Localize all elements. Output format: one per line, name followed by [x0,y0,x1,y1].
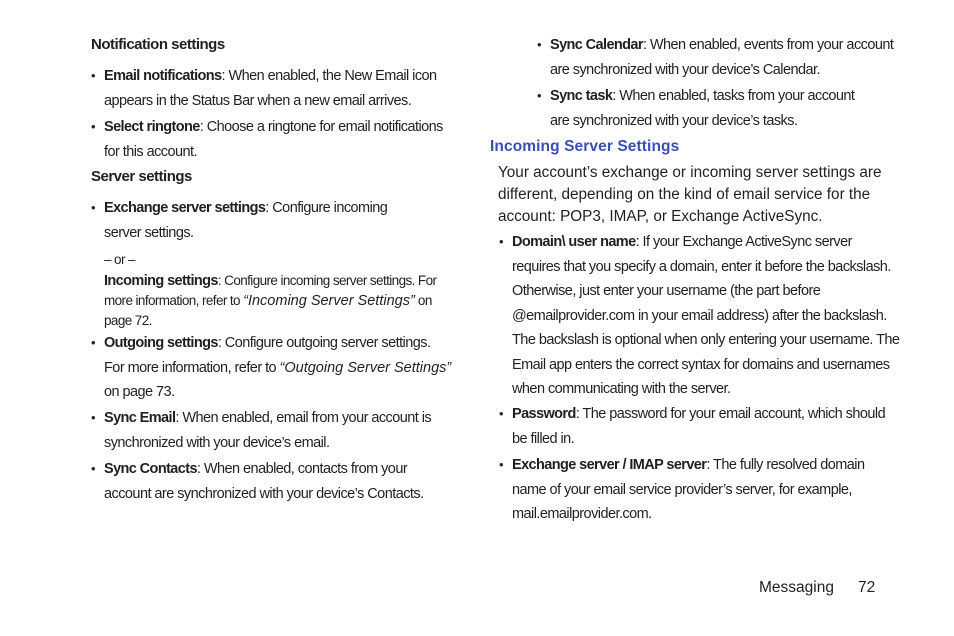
incoming-server-settings-heading: Incoming Server Settings [490,138,680,155]
list-item-exchange-server-settings [91,196,424,245]
item-desc: : Configure incoming server settings. [104,200,388,241]
item-term: Exchange server settings [104,200,266,216]
list-item-sync-email [91,406,434,455]
item-term: Email notifications [104,68,222,84]
bullet-icon: • [91,461,96,476]
list-item-sync-task [537,84,870,133]
item-desc: : When enabled, events from your account are synchronized with your device’s Calendar. [550,37,894,78]
item-desc: : If your Exchange ActiveSync server requires that you specify a domain, enter it before the backslash. Otherwise, just enter your username (the part before @emailprovider.com in your email address) after the backslash. The backslash is optional when only entering your username. The Email app enters the correct syntax for domains and usernames when communicating with the server. [512,234,900,397]
bullet-icon: • [91,68,96,83]
item-term: Incoming settings [104,273,218,289]
bullet-icon: • [91,410,96,425]
incoming-server-settings-link[interactable]: “Incoming Server Settings” [243,293,415,309]
list-item-sync-calendar [537,33,900,82]
item-term: Sync Calendar [550,37,643,53]
or-separator: – or – [104,252,135,267]
list-item-sync-contacts [91,457,449,506]
item-desc: : When enabled, tasks from your account are synchronized with your device’s tasks. [550,88,855,129]
bullet-icon: • [499,234,504,249]
item-desc: : Configure outgoing server settings. For more information, refer to [104,335,431,376]
bullet-icon: • [91,119,96,134]
item-term: Sync Email [104,410,176,426]
item-desc: : The fully resolved domain name of your email service provider’s server, for example, mail.emailprovider.com. [512,457,865,522]
item-desc: : Choose a ringtone for email notifications for this account. [104,119,443,160]
item-page-ref: on page 72. [104,293,432,328]
item-desc: : When enabled, the New Email icon appears in the Status Bar when a new email arrives. [104,68,437,109]
list-item-email-notifications [91,64,449,113]
item-term: Select ringtone [104,119,200,135]
item-term: Password [512,406,576,422]
item-term: Domain\ user name [512,234,636,250]
item-term: Sync Contacts [104,461,197,477]
item-desc: : When enabled, contacts from your account are synchronized with your device’s Contacts. [104,461,424,502]
item-page-ref: on page 73. [104,384,175,400]
list-item-exchange-imap-server [499,453,900,527]
footer-page-number: 72 [858,579,876,596]
item-term: Exchange server / IMAP server [512,457,707,473]
list-item-password [499,402,900,451]
item-desc: : Configure incoming server settings. For more information, refer to [104,273,437,308]
bullet-icon: • [499,406,504,421]
incoming-settings-item [104,271,452,330]
bullet-icon: • [537,37,542,52]
bullet-icon: • [91,200,96,215]
item-desc: : When enabled, email from your account is synchronized with your device’s email. [104,410,432,451]
bullet-icon: • [91,335,96,350]
bullet-icon: • [499,457,504,472]
server-settings-heading: Server settings [91,168,192,185]
list-item-outgoing-settings [91,331,452,405]
bullet-icon: • [537,88,542,103]
item-desc: : The password for your email account, which should be filled in. [512,406,886,447]
incoming-intro-paragraph: Your account’s exchange or incoming server settings are different, depending on the kind of email service for the account: POP3, IMAP, or Exchange ActiveSync. [498,164,882,225]
item-term: Outgoing settings [104,335,218,351]
notification-settings-heading: Notification settings [91,36,225,53]
footer-section-name: Messaging [759,579,834,596]
item-term: Sync task [550,88,613,104]
outgoing-server-settings-link[interactable]: “Outgoing Server Settings” [279,359,452,376]
list-item-domain-user-name [499,230,900,402]
list-item-select-ringtone [91,115,449,164]
